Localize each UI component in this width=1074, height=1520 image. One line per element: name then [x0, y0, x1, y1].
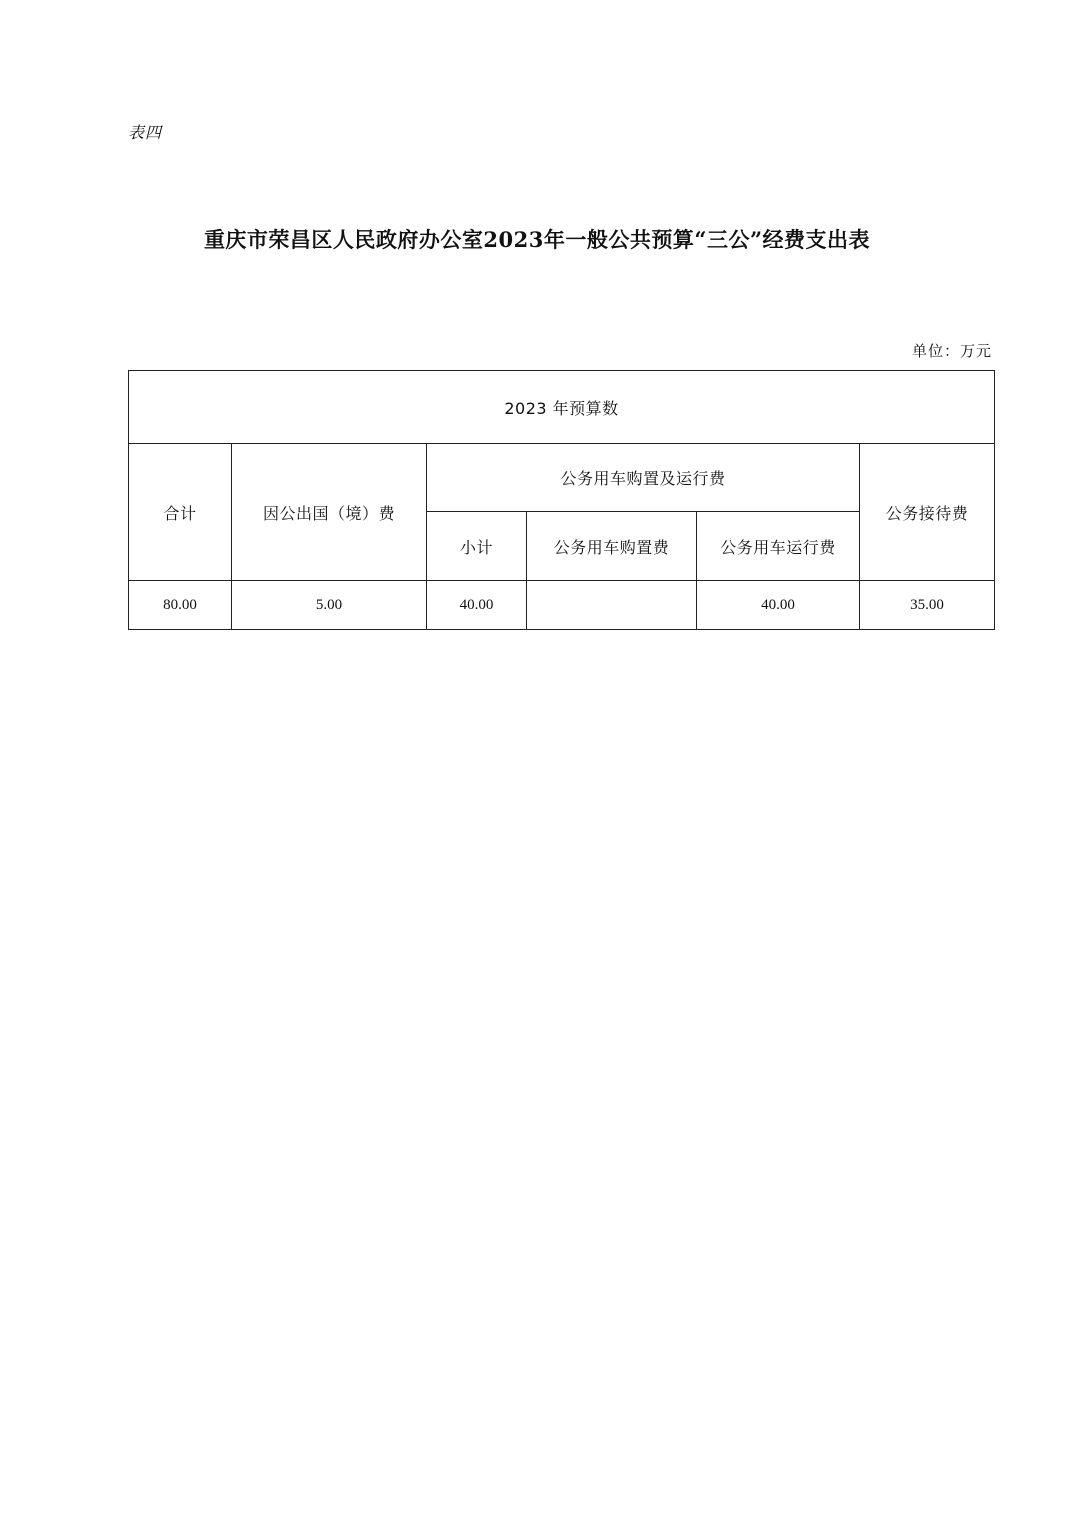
header-vehicle-subtotal: 小计 — [427, 512, 527, 581]
cell-abroad-expense: 5.00 — [232, 581, 427, 630]
unit-label: 单位：万元 — [911, 342, 992, 360]
header-abroad-expense: 因公出国（境）费 — [232, 444, 427, 581]
table-header-row-main — [129, 444, 995, 512]
cell-vehicle-operation: 40.00 — [697, 581, 860, 630]
cell-vehicle-subtotal: 40.00 — [427, 581, 527, 630]
cell-reception-expense: 35.00 — [860, 581, 995, 630]
cell-vehicle-purchase — [527, 581, 697, 630]
header-vehicle-operation: 公务用车运行费 — [697, 512, 860, 581]
table-row — [129, 581, 995, 630]
cell-total: 80.00 — [129, 581, 232, 630]
header-budget-year: 2023 年预算数 — [129, 371, 995, 444]
table-header-row-top — [129, 371, 995, 444]
header-vehicle-group: 公务用车购置及运行费 — [427, 444, 860, 512]
header-vehicle-purchase: 公务用车购置费 — [527, 512, 697, 581]
header-reception-expense: 公务接待费 — [860, 444, 995, 581]
header-total: 合计 — [129, 444, 232, 581]
document-title: 重庆市荣昌区人民政府办公室2023年一般公共预算“三公”经费支出表 — [203, 227, 871, 252]
budget-table — [128, 370, 995, 630]
table-label: 表四 — [128, 123, 163, 142]
